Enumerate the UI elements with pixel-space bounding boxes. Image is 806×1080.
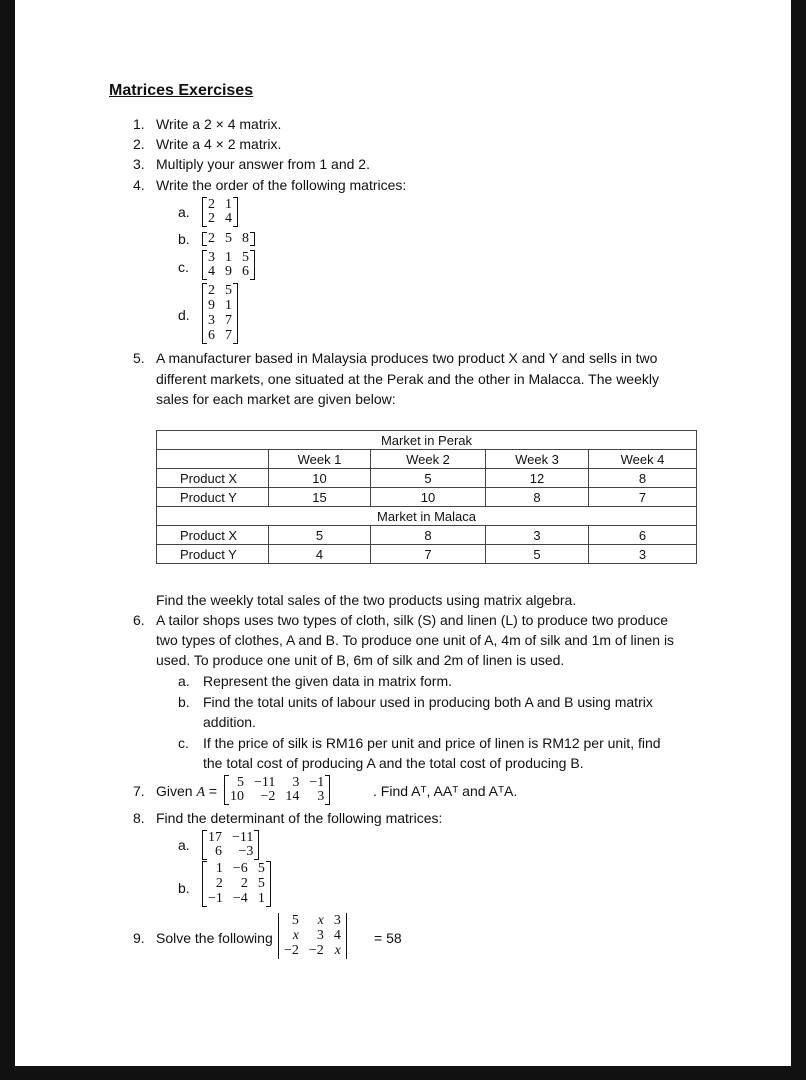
q8b-label: b. — [178, 880, 190, 896]
q7-text — [156, 782, 217, 802]
matrix-cell: 1 — [225, 197, 232, 212]
document-page — [15, 0, 791, 1066]
row-label: Product Y — [157, 545, 269, 564]
matrix-cell: 5 — [242, 250, 249, 265]
matrix-cell: 8 — [242, 231, 249, 246]
matrix-cell: 4 — [333, 928, 341, 943]
matrix-cell: 3 — [317, 789, 325, 804]
cell: 12 — [486, 469, 589, 488]
table-row — [157, 545, 697, 564]
matrix-cell: 2 — [208, 283, 215, 298]
q1-text: Write a 2 × 4 matrix. — [156, 116, 282, 132]
q2-number: 2. — [133, 136, 145, 152]
q4b-matrix — [202, 232, 255, 246]
cell: 7 — [589, 488, 697, 507]
q9-determinant — [278, 913, 347, 959]
matrix-cell: 4 — [225, 211, 232, 226]
matrix-cell: −1 — [208, 891, 223, 906]
matrix-cell: 7 — [225, 313, 232, 328]
cell: 5 — [486, 545, 589, 564]
matrix-cell: 5 — [291, 913, 299, 928]
matrix-cell: 2 — [215, 876, 223, 891]
col-header: Week 4 — [589, 450, 697, 469]
row-label: Product X — [157, 469, 269, 488]
q7-var: A — [196, 785, 206, 800]
q7-number: 7. — [133, 783, 145, 799]
table-row — [157, 526, 697, 545]
q4-number: 4. — [133, 177, 145, 193]
cell: 8 — [486, 488, 589, 507]
cell: 4 — [269, 545, 371, 564]
q3-number: 3. — [133, 156, 145, 172]
matrix-cell: 1 — [225, 250, 232, 265]
q6a-text: Represent the given data in matrix form. — [203, 673, 453, 689]
q1-number: 1. — [133, 116, 145, 132]
q9-number: 9. — [133, 930, 145, 946]
table-row — [157, 469, 697, 488]
market-malaca-header: Market in Malaca — [157, 507, 697, 526]
cell: 10 — [371, 488, 486, 507]
table-row — [157, 488, 697, 507]
col-header: Week 2 — [371, 450, 486, 469]
cell: 5 — [269, 526, 371, 545]
q4b-label: b. — [178, 231, 190, 247]
market-perak-header: Market in Perak — [157, 431, 697, 450]
q6a-label: a. — [178, 673, 190, 689]
matrix-cell: 1 — [215, 861, 223, 876]
q6-line: two types of clothes, A and B. To produce one unit of A, 4m of silk and 1m of linen is — [156, 632, 675, 648]
q6b-label: b. — [178, 694, 190, 710]
matrix-cell: −3 — [238, 844, 254, 859]
matrix-cell: 5 — [225, 231, 232, 246]
col-header: Week 3 — [486, 450, 589, 469]
q7-eq: = — [205, 783, 218, 799]
q6-line: used. To produce one unit of B, 6m of silk and 2m of linen is used. — [156, 652, 565, 668]
q5-number: 5. — [133, 350, 145, 366]
row-label: Product Y — [157, 488, 269, 507]
cell: 3 — [589, 545, 697, 564]
matrix-cell: −2 — [308, 943, 324, 958]
q9-rhs: = 58 — [374, 930, 402, 946]
matrix-cell: 17 — [208, 830, 222, 845]
matrix-cell: 3 — [316, 928, 324, 943]
matrix-cell: −2 — [260, 789, 276, 804]
cell: 3 — [486, 526, 589, 545]
q4c-matrix — [202, 250, 255, 280]
q8-number: 8. — [133, 810, 145, 826]
q5-after: Find the weekly total sales of the two products using matrix algebra. — [156, 592, 577, 608]
matrix-cell: −4 — [232, 891, 248, 906]
matrix-cell: −1 — [309, 775, 325, 790]
q7-post: . Find Aᵀ, AAᵀ and AᵀA. — [373, 783, 518, 799]
q4c-label: c. — [178, 259, 189, 275]
q4d-label: d. — [178, 307, 190, 323]
matrix-cell: 2 — [208, 197, 215, 212]
q6b-line: addition. — [203, 714, 256, 730]
matrix-cell: 5 — [257, 861, 265, 876]
matrix-cell: 6 — [242, 264, 249, 279]
q3-text: Multiply your answer from 1 and 2. — [156, 156, 370, 172]
q7-matrix — [224, 775, 330, 805]
matrix-cell: −11 — [232, 830, 254, 845]
matrix-cell: x — [317, 913, 324, 928]
matrix-cell: 3 — [208, 313, 215, 328]
q9-text: Solve the following — [156, 930, 273, 946]
q5-line: sales for each market are given below: — [156, 391, 396, 407]
q4a-label: a. — [178, 204, 190, 220]
q6-number: 6. — [133, 612, 145, 628]
matrix-cell: 2 — [208, 231, 215, 246]
matrix-cell: 5 — [237, 775, 244, 790]
q6c-label: c. — [178, 735, 189, 751]
row-label: Product X — [157, 526, 269, 545]
cell: 5 — [371, 469, 486, 488]
page-title: Matrices Exercises — [109, 82, 254, 99]
q8-text: Find the determinant of the following matrices: — [156, 810, 443, 826]
q4-text: Write the order of the following matrices: — [156, 177, 407, 193]
matrix-cell: 5 — [257, 876, 265, 891]
matrix-cell: 9 — [208, 298, 215, 313]
matrix-cell: 6 — [208, 328, 215, 343]
q2-text: Write a 4 × 2 matrix. — [156, 136, 282, 152]
q8a-label: a. — [178, 837, 190, 853]
q6c-line: the total cost of producing A and the total cost of producing B. — [203, 755, 584, 771]
cell: 6 — [589, 526, 697, 545]
cell: 8 — [371, 526, 486, 545]
matrix-cell: 3 — [292, 775, 300, 790]
matrix-cell: 6 — [215, 844, 222, 859]
col-header: Week 1 — [269, 450, 371, 469]
matrix-cell: 10 — [230, 789, 244, 804]
q4a-matrix — [202, 197, 238, 227]
cell: 8 — [589, 469, 697, 488]
matrix-cell: 7 — [225, 328, 232, 343]
q8a-matrix — [202, 830, 259, 860]
q5-line: A manufacturer based in Malaysia produces two product X and Y and sells in two — [156, 350, 658, 366]
matrix-cell: x — [334, 943, 341, 958]
q7-pre: Given — [156, 783, 197, 799]
q6b-line: Find the total units of labour used in producing both A and B using matrix — [203, 694, 653, 710]
q6c-line: If the price of silk is RM16 per unit and price of linen is RM12 per unit, find — [203, 735, 661, 751]
matrix-cell: 3 — [208, 250, 215, 265]
matrix-cell: 14 — [285, 789, 300, 804]
cell: 15 — [269, 488, 371, 507]
matrix-cell: x — [292, 928, 299, 943]
matrix-cell: −11 — [254, 775, 276, 790]
matrix-cell: 3 — [333, 913, 341, 928]
matrix-cell: 4 — [208, 264, 215, 279]
matrix-cell: 1 — [257, 891, 265, 906]
q6-line: A tailor shops uses two types of cloth, silk (S) and linen (L) to produce two produce — [156, 612, 669, 628]
matrix-cell: 2 — [240, 876, 248, 891]
q4d-matrix — [202, 283, 238, 344]
matrix-cell: −2 — [284, 943, 299, 958]
matrix-cell: 5 — [225, 283, 232, 298]
q8b-matrix — [202, 861, 271, 907]
matrix-cell: 1 — [225, 298, 232, 313]
cell: 10 — [269, 469, 371, 488]
matrix-cell: 2 — [208, 211, 215, 226]
matrix-cell: 9 — [225, 264, 232, 279]
q5-line: different markets, one situated at the Perak and the other in Malacca. The weekly — [156, 371, 659, 387]
sales-table — [156, 430, 697, 564]
matrix-cell: −6 — [232, 861, 248, 876]
cell: 7 — [371, 545, 486, 564]
